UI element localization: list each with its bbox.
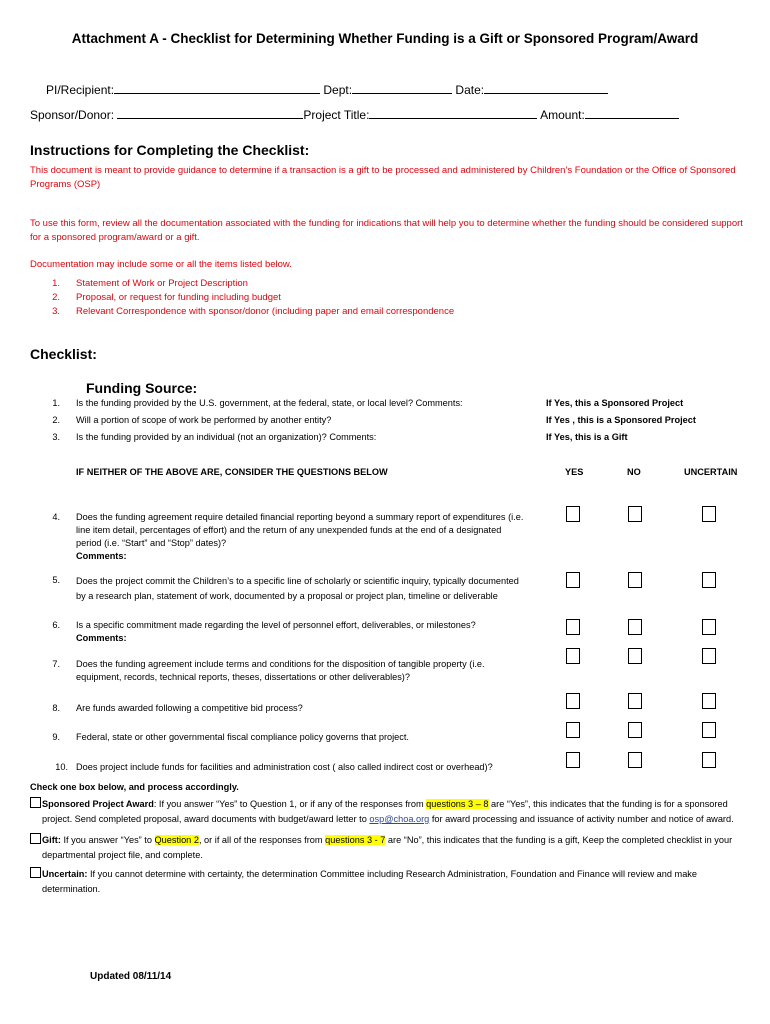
question-10-text: Does project include funds for facilities and administration cost ( also called indirect cost or overhead)? xyxy=(76,762,493,772)
list-item xyxy=(30,291,454,305)
highlight-questions-3-8: questions 3 – 8 xyxy=(426,799,489,809)
column-uncertain-header: UNCERTAIN xyxy=(684,467,738,477)
question-number: 8. xyxy=(52,703,60,713)
question-number: 7. xyxy=(52,659,60,669)
comments-label: Comments: xyxy=(76,633,127,643)
amount-label: Amount: xyxy=(540,108,585,122)
gift-option xyxy=(30,833,750,863)
funding-source-heading: Funding Source: xyxy=(86,380,198,396)
text-line: Does the project commit the Children’s to a specific line of scholarly or scientific inquiry, typically documented xyxy=(76,576,519,586)
neither-note: IF NEITHER OF THE ABOVE ARE, CONSIDER THE QUESTIONS BELOW xyxy=(76,467,388,477)
q4-no-checkbox[interactable] xyxy=(628,506,642,522)
q6-no-checkbox[interactable] xyxy=(628,619,642,635)
list-text: Relevant Correspondence with sponsor/donor (including paper and email correspondence xyxy=(76,306,455,317)
q8-uncertain-checkbox[interactable] xyxy=(702,693,716,709)
checklist-heading: Checklist: xyxy=(30,346,97,362)
pi-field[interactable] xyxy=(114,82,320,94)
text-line: Programs (OSP) xyxy=(30,179,101,190)
question-number: 6. xyxy=(52,620,60,630)
text-run: , or if all of the responses from xyxy=(198,835,326,845)
uncertain-label: Uncertain: xyxy=(42,869,88,879)
text-run: are “No”, this indicates that the funding is a gift, Keep the completed checklist in your xyxy=(385,835,733,845)
q4-yes-checkbox[interactable] xyxy=(566,506,580,522)
date-field[interactable] xyxy=(484,82,608,94)
text-line xyxy=(30,833,750,848)
outcome-heading: Check one box below, and process accordingly. xyxy=(30,782,239,792)
item-text: Will a portion of scope of work be performed by another entity? xyxy=(76,415,332,425)
uncertain-option xyxy=(30,867,750,897)
question-number: 4. xyxy=(52,512,60,522)
text-line xyxy=(30,867,750,882)
item-number: 1. xyxy=(52,398,60,408)
q5-uncertain-checkbox[interactable] xyxy=(702,572,716,588)
question-number: 10. xyxy=(55,762,68,772)
text-line xyxy=(30,797,750,812)
q9-no-checkbox[interactable] xyxy=(628,722,642,738)
text-line: This document is meant to provide guidance to determine if a transaction is a gift to be processed and administered by Children’s Foundation or the Office of Sponsored xyxy=(30,165,736,176)
text-line: line item detail, percentages of effort) and the return of any unexpended funds at the end of a designated xyxy=(76,525,502,535)
text-run: If you cannot determine with certainty, the determination Committee including Research Administration, Foundation and Finance will review and make xyxy=(87,869,698,879)
question-number: 5. xyxy=(52,575,60,585)
page-title: Attachment A - Checklist for Determining Whether Funding is a Gift or Sponsored Program/Award xyxy=(71,31,699,46)
text-line: Does the funding agreement require detailed financial reporting beyond a summary report of expenditures (i.e. xyxy=(76,512,524,522)
list-number: 3. xyxy=(52,306,60,317)
question-number: 9. xyxy=(52,732,60,742)
text-line: for a sponsored program/award or a gift. xyxy=(30,232,200,243)
list-text: Statement of Work or Project Description xyxy=(76,278,248,289)
header-row-1 xyxy=(46,82,608,97)
item-result: If Yes , this is a Sponsored Project xyxy=(546,415,696,425)
q10-no-checkbox[interactable] xyxy=(628,752,642,768)
q8-no-checkbox[interactable] xyxy=(628,693,642,709)
q7-yes-checkbox[interactable] xyxy=(566,648,580,664)
q7-no-checkbox[interactable] xyxy=(628,648,642,664)
q5-yes-checkbox[interactable] xyxy=(566,572,580,588)
documentation-list xyxy=(30,277,454,319)
gift-checkbox[interactable] xyxy=(30,833,41,844)
question-5-text xyxy=(76,574,519,604)
item-number: 2. xyxy=(52,415,60,425)
item-text: Is the funding provided by the U.S. government, at the federal, state, or local level? Comments: xyxy=(76,398,463,408)
text-line: To use this form, review all the documentation associated with the funding for indications that will help you to determine whether the funding should be considered support xyxy=(30,218,743,229)
sponsor-label: Sponsor/Donor: xyxy=(30,108,115,122)
list-item xyxy=(30,277,454,291)
item-text: Is the funding provided by an individual (not an organization)? Comments: xyxy=(76,432,377,442)
q6-uncertain-checkbox[interactable] xyxy=(702,619,716,635)
q4-uncertain-checkbox[interactable] xyxy=(702,506,716,522)
amount-field[interactable] xyxy=(585,107,679,119)
q9-uncertain-checkbox[interactable] xyxy=(702,722,716,738)
comments-label: Comments: xyxy=(76,551,127,561)
text-line: equipment, records, technical reports, theses, dissertations or other deliverables)? xyxy=(76,672,410,682)
text-line: by a research plan, statement of work, documented by a proposal or project plan, timeline or deliverable xyxy=(76,591,498,601)
list-text: Proposal, or request for funding including budget xyxy=(76,292,281,303)
text-run: are “Yes”, this indicates that the funding is for a sponsored xyxy=(488,799,728,809)
text-line xyxy=(30,812,750,827)
column-yes-header: YES xyxy=(565,467,584,477)
sponsored-project-label: Sponsored Project Award xyxy=(42,799,154,809)
instructions-heading: Instructions for Completing the Checklist: xyxy=(30,142,310,158)
sponsored-project-checkbox[interactable] xyxy=(30,797,41,808)
instructions-paragraph-2 xyxy=(30,217,743,245)
text-run: : If you answer “Yes” to Question 1, or if any of the responses from xyxy=(153,799,427,809)
q10-uncertain-checkbox[interactable] xyxy=(702,752,716,768)
column-no-header: NO xyxy=(627,467,641,477)
text-line: departmental project file, and complete. xyxy=(42,850,203,860)
text-line: Does the funding agreement include terms and conditions for the disposition of tangible property (i.e. xyxy=(76,659,485,669)
osp-email-link[interactable]: osp@choa.org xyxy=(369,814,430,824)
list-number: 2. xyxy=(52,292,60,303)
item-number: 3. xyxy=(52,432,60,442)
text-run: project. Send completed proposal, award documents with budget/award letter to xyxy=(42,814,370,824)
highlight-questions-3-7: questions 3 - 7 xyxy=(325,835,386,845)
list-item xyxy=(30,305,454,319)
q8-yes-checkbox[interactable] xyxy=(566,693,580,709)
q6-yes-checkbox[interactable] xyxy=(566,619,580,635)
dept-field[interactable] xyxy=(352,82,452,94)
item-result: If Yes, this a Sponsored Project xyxy=(546,398,684,408)
q7-uncertain-checkbox[interactable] xyxy=(702,648,716,664)
question-8-text: Are funds awarded following a competitive bid process? xyxy=(76,703,303,713)
sponsored-project-option xyxy=(30,797,750,827)
updated-date: Updated 08/11/14 xyxy=(90,971,172,982)
uncertain-checkbox[interactable] xyxy=(30,867,41,878)
text-line: Is a specific commitment made regarding the level of personnel effort, deliverables, or milestones? xyxy=(76,620,476,630)
question-7-text xyxy=(76,658,485,684)
item-result: If Yes, this is a Gift xyxy=(546,432,628,442)
instructions-paragraph-3: Documentation may include some or all the items listed below. xyxy=(30,259,292,270)
text-line: period (i.e. “Start” and “Stop” dates)? xyxy=(76,538,227,548)
question-6-text xyxy=(76,619,476,645)
sponsor-field[interactable] xyxy=(117,107,303,119)
pi-label: PI/Recipient: xyxy=(46,83,115,97)
q9-yes-checkbox[interactable] xyxy=(566,722,580,738)
highlight-question-2: Question 2 xyxy=(154,835,199,845)
project-title-field[interactable] xyxy=(369,107,537,119)
dept-label: Dept: xyxy=(323,83,353,97)
date-label: Date: xyxy=(455,83,485,97)
q5-no-checkbox[interactable] xyxy=(628,572,642,588)
gift-label: Gift: xyxy=(42,835,61,845)
question-4-text xyxy=(76,511,523,563)
header-row-2 xyxy=(30,107,679,122)
text-run: If you answer “Yes” to xyxy=(60,835,155,845)
text-run: for award processing and issuance of activity number and notice of award. xyxy=(429,814,734,824)
text-line: determination. xyxy=(42,884,101,894)
instructions-paragraph-1 xyxy=(30,164,736,192)
question-9-text: Federal, state or other governmental fiscal compliance policy governs that project. xyxy=(76,732,409,742)
list-number: 1. xyxy=(52,278,60,289)
q10-yes-checkbox[interactable] xyxy=(566,752,580,768)
project-title-label: Project Title: xyxy=(303,108,370,122)
